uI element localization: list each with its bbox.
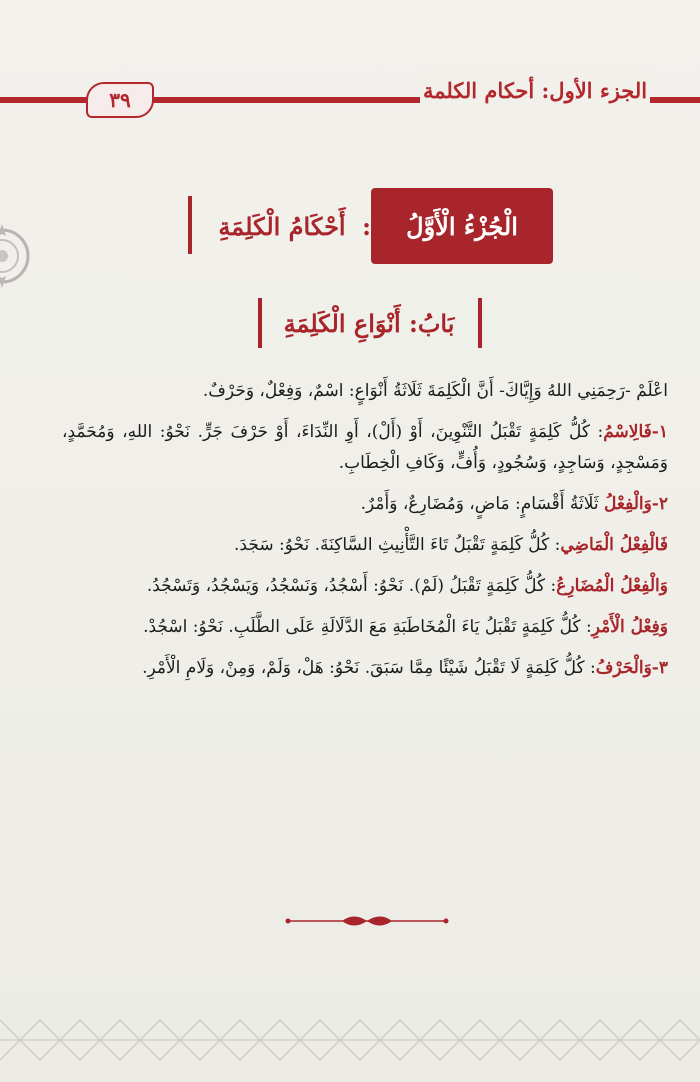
imperative-paragraph bbox=[62, 612, 668, 643]
side-ornament-icon bbox=[0, 214, 32, 298]
present-verb-paragraph bbox=[62, 571, 668, 602]
imperative-term: وَفِعْلُ الْأَمْرِ bbox=[591, 617, 668, 637]
particle-paragraph bbox=[62, 653, 668, 684]
chapter-title: أَحْكَامُ الْكَلِمَةِ bbox=[218, 211, 346, 241]
section-title: بَابُ: أَنْوَاعِ الْكَلِمَةِ bbox=[283, 308, 455, 338]
divider-ornament-icon bbox=[282, 910, 452, 932]
particle-definition: : كُلُّ كَلِمَةٍ لَا تَقْبَلُ شَيْئًا مِمَّا سَبَقَ. نَحْوُ: هَلْ، وَلَمْ، وَمِنْ، وَلَامِ الْأَمْرِ. bbox=[142, 658, 596, 678]
section-bar-right bbox=[478, 298, 482, 348]
chapter-part-label: الْجُزْءُ الْأَوَّلُ bbox=[371, 188, 553, 264]
verb-paragraph bbox=[62, 489, 668, 520]
noun-term: ١-فَالِاسْمُ bbox=[603, 422, 668, 442]
past-verb-term: فَالْفِعْلُ الْمَاضِي bbox=[560, 535, 668, 555]
running-title: الجزء الأول: أحكام الكلمة bbox=[420, 70, 650, 110]
verb-term: ٢-وَالْفِعْلُ bbox=[604, 494, 668, 514]
noun-paragraph bbox=[62, 417, 668, 479]
past-verb-paragraph bbox=[62, 530, 668, 561]
chapter-heading bbox=[188, 188, 553, 264]
past-verb-definition: : كُلُّ كَلِمَةٍ تَقْبَلُ تَاءَ التَّأْنِيثِ السَّاكِنَةَ. نَحْوُ: سَجَدَ. bbox=[234, 535, 561, 555]
chapter-bar bbox=[188, 196, 192, 254]
body-text bbox=[62, 376, 668, 694]
section-bar-left bbox=[258, 298, 262, 348]
bottom-pattern-icon bbox=[0, 1000, 700, 1082]
imperative-definition: : كُلُّ كَلِمَةٍ تَقْبَلُ يَاءَ الْمُخَاطَبَةِ مَعَ الدَّلَالَةِ عَلَى الطَّلَبِ. نَحْوُ: اسْجُدْ. bbox=[143, 617, 592, 637]
noun-definition: : كُلُّ كَلِمَةٍ تَقْبَلُ التَّنْوِينَ، أَوْ (أَلْ)، أَوِ النِّدَاءَ، أَوْ حَرْفَ جَرٍّ. نَحْوُ: اللهِ، وَمُحَمَّدٍ، وَمَسْجِدٍ، وَسَاجِدٍ، وَسُجُودٍ، وَأُفٍّ، وَكَافِ الْخِطَابِ. bbox=[62, 422, 668, 473]
verb-definition: ثَلَاثَةُ أَقْسَامٍ: مَاضٍ، وَمُضَارِعٌ، وَأَمْرٌ. bbox=[360, 494, 605, 514]
present-verb-term: وَالْفِعْلُ الْمُضَارِعُ bbox=[556, 576, 668, 596]
present-verb-definition: : كُلُّ كَلِمَةٍ تَقْبَلُ (لَمْ). نَحْوُ: أَسْجُدُ، وَنَسْجُدُ، وَيَسْجُدُ، وَتَسْجُدُ. bbox=[146, 576, 557, 596]
section-heading bbox=[258, 292, 482, 354]
chapter-separator: : bbox=[362, 212, 371, 241]
page-number: ٣٩ bbox=[86, 82, 154, 118]
particle-term: ٣-وَالْحَرْفُ bbox=[595, 658, 668, 678]
intro-paragraph: اعْلَمْ -رَحِمَنِي اللهُ وَإِيَّاكَ- أَنَّ الْكَلِمَةَ ثَلَاثَةُ أَنْوَاعٍ: اسْمٌ، وَفِعْلٌ، وَحَرْفٌ. bbox=[202, 381, 668, 401]
